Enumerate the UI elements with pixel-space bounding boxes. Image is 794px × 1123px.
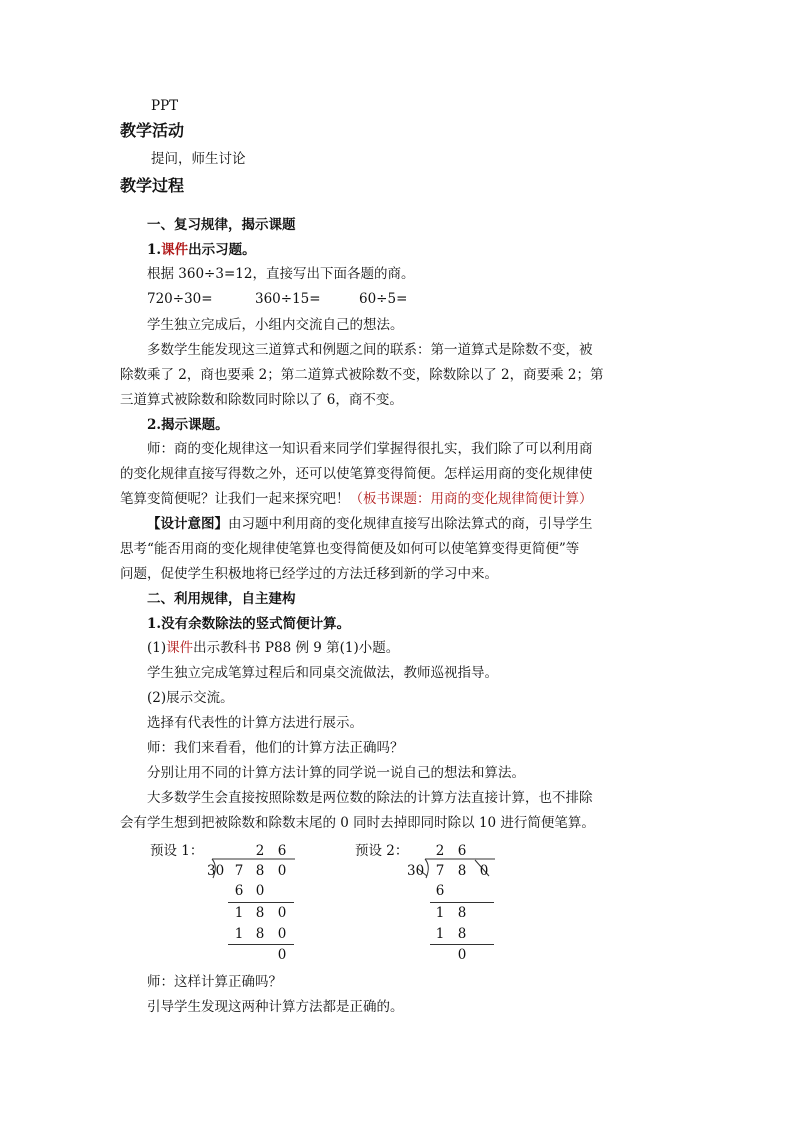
section2-p5-line1: 大多数学生会直接按照除数是两位数的除法的计算方法直接计算，也不排除 xyxy=(147,790,593,806)
section1-p4-line3 xyxy=(120,490,593,508)
section1-item2: 2.揭示课题。 xyxy=(147,417,229,433)
design-intent-label: 【设计意图】 xyxy=(147,516,228,532)
remainder: 0 xyxy=(457,947,467,963)
step-digit: 6 xyxy=(234,883,244,899)
section2-p1: 学生独立完成笔算过程后和同桌交流做法，教师巡视指导。 xyxy=(147,665,498,681)
s1-rest: 出示教科书 P88 例 9 第(1)小题。 xyxy=(193,640,400,656)
dividend-digit: 8 xyxy=(255,863,265,879)
step-digit: 1 xyxy=(234,926,244,942)
equation-3: 60÷5= xyxy=(359,291,408,307)
ending-answer: 引导学生发现这两种计算方法都是正确的。 xyxy=(147,999,404,1015)
design-intent-line3: 问题，促使学生积极地将已经学过的方法迁移到新的学习中来。 xyxy=(120,566,498,582)
long-division-preset-1 xyxy=(150,838,310,968)
s1-prefix: (1) xyxy=(147,640,167,656)
ending-question: 师：这样计算正确吗？ xyxy=(147,974,282,990)
section2-s1 xyxy=(147,639,399,657)
section2-p5-line2: 会有学生想到把被除数和除数末尾的 0 同时去掉即同时除以 10 进行简便笔算。 xyxy=(120,815,595,831)
step-digit: 8 xyxy=(457,905,467,921)
s1-highlight: 课件 xyxy=(166,640,194,656)
section1-p3-line1: 多数学生能发现这三道算式和例题之间的联系：第一道算式是除数不变，被 xyxy=(147,342,593,358)
step-digit: 0 xyxy=(277,926,287,942)
step-digit: 1 xyxy=(435,926,445,942)
subtraction-line xyxy=(430,902,494,903)
subtraction-line xyxy=(228,902,294,903)
section2-item1: 1.没有余数除法的竖式简便计算。 xyxy=(147,616,351,632)
subtraction-line xyxy=(228,944,294,945)
heading-teaching-activities: 教学活动 xyxy=(120,121,185,140)
divisor: 30 xyxy=(207,863,225,879)
quotient-digit: 6 xyxy=(277,843,287,859)
board-title-note: （板书课题：用商的变化规律简便计算） xyxy=(349,491,593,507)
equation-1: 720÷30= xyxy=(147,291,213,307)
design-intent-line1 xyxy=(147,515,593,533)
divisor: 30 xyxy=(407,863,425,879)
design-intent-line2: 思考“能否用商的变化规律使笔算也变得简便及如何可以使笔算变得更简便”等 xyxy=(120,541,580,557)
section1-p4-line2: 的变化规律直接写得数之外，还可以使笔算变得简便。怎样运用商的变化规律使 xyxy=(120,466,593,482)
step-digit: 1 xyxy=(234,905,244,921)
heading-teaching-process: 教学过程 xyxy=(120,176,185,195)
step-digit: 1 xyxy=(435,905,445,921)
section1-p2: 学生独立完成后，小组内交流自己的想法。 xyxy=(147,317,404,333)
dividend-digit: 8 xyxy=(457,863,467,879)
step-digit: 0 xyxy=(255,883,265,899)
quotient-digit: 2 xyxy=(255,843,265,859)
design-intent-text: 由习题中利用商的变化规律直接写出除法算式的商，引导学生 xyxy=(228,516,593,532)
subtraction-line xyxy=(430,944,494,945)
step-digit: 8 xyxy=(255,905,265,921)
preset-1-label: 预设 1： xyxy=(150,843,204,859)
dividend-digit: 7 xyxy=(234,863,244,879)
p4-line3-text: 笔算变简便呢？让我们一起来探究吧！ xyxy=(120,491,350,507)
section2-p2: 选择有代表性的计算方法进行展示。 xyxy=(147,715,363,731)
step-digit: 8 xyxy=(255,926,265,942)
ppt-text: PPT xyxy=(151,98,179,114)
section2-s2: (2)展示交流。 xyxy=(147,690,234,706)
dividend-digit: 0 xyxy=(479,863,489,879)
quotient-digit: 6 xyxy=(457,843,467,859)
long-division-preset-2 xyxy=(355,838,515,968)
equation-2: 360÷15= xyxy=(255,291,321,307)
step-digit: 8 xyxy=(457,926,467,942)
quotient-digit: 2 xyxy=(435,843,445,859)
item1-number: 1. xyxy=(147,242,162,258)
section1-title: 一、复习规律，揭示课题 xyxy=(147,217,296,233)
dividend-digit: 0 xyxy=(277,863,287,879)
section2-title: 二、利用规律，自主建构 xyxy=(147,591,296,607)
section1-p3-line2: 除数乘了 2，商也要乘 2；第二道算式被除数不变，除数除以了 2，商要乘 2；第 xyxy=(120,367,604,383)
section1-p3-line3: 三道算式被除数和除数同时除以了 6，商不变。 xyxy=(120,392,403,408)
dividend-digit: 7 xyxy=(435,863,445,879)
section1-p1: 根据 360÷3=12，直接写出下面各题的商。 xyxy=(147,266,415,282)
activities-text: 提问，师生讨论 xyxy=(151,151,246,167)
step-digit: 6 xyxy=(435,883,445,899)
section1-p4-line1: 师：商的变化规律这一知识看来同学们掌握得很扎实，我们除了可以利用商 xyxy=(147,441,593,457)
section2-p3: 师：我们来看看，他们的计算方法正确吗？ xyxy=(147,740,404,756)
remainder: 0 xyxy=(277,947,287,963)
preset-2-label: 预设 2： xyxy=(355,843,409,859)
step-digit: 0 xyxy=(277,905,287,921)
section1-item1 xyxy=(147,241,256,259)
item1-rest: 出示习题。 xyxy=(188,242,256,258)
section2-p4: 分别让用不同的计算方法计算的同学说一说自己的想法和算法。 xyxy=(147,765,525,781)
item1-highlight: 课件 xyxy=(161,242,189,258)
